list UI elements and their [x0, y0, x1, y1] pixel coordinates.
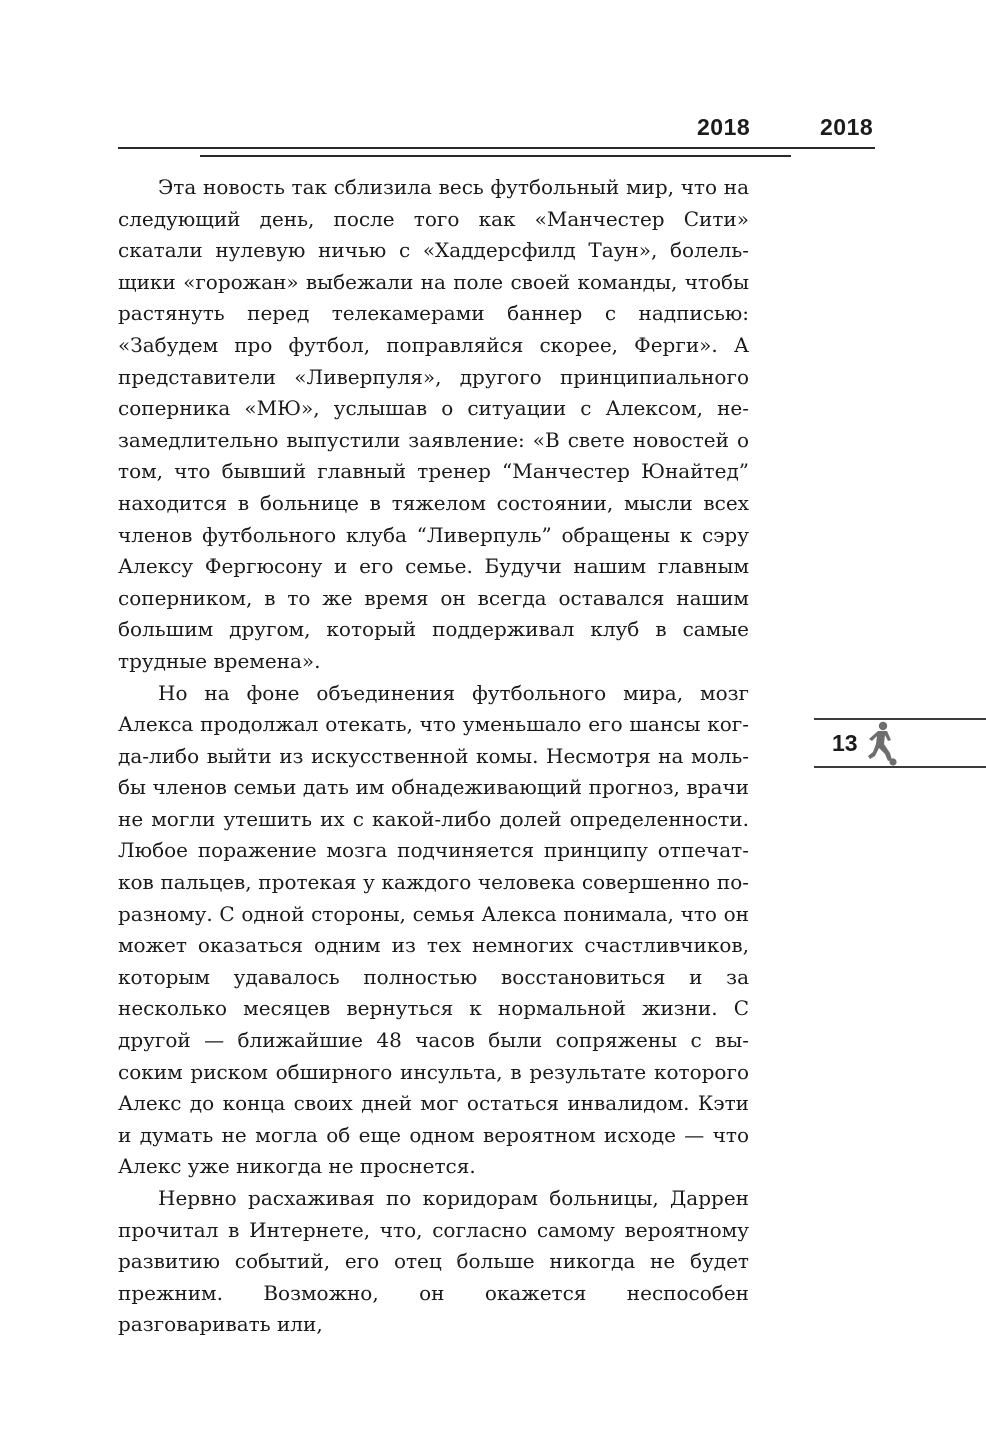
paragraph-2: Но на фоне объединения футбольного мира, мозг Алекса продолжал отекать, что уменьшало его шансы когда-либо выйти из искусственной комы. Несмотря на мольбы членов семьи дать им обнадеживающий прогноз, врачи не могли утешить их с какой-либо долей определенности. Любое поражение мозга подчиняется принципу отпечатков пальцев, протекая у каждого человека совершенно по-разному. С одной стороны, семья Алекса понимала, что он может оказаться одним из тех немногих счастливчиков, которым удавалось полностью восстановиться и за несколько месяцев вернуться к нормальной жизни. С другой — ближайшие 48 часов были сопряжены с высоким риском обширного инсульта, в результате которого Алекс до конца своих дней мог остаться инвалидом. Кэти и думать не могла об еще одном вероятном исходе — что Алекс уже никогда не проснется. [118, 680, 749, 1179]
body-text [118, 172, 749, 1341]
folio [814, 716, 986, 770]
folio-rule-bottom [814, 766, 986, 768]
paragraph-3: Нервно расхаживая по коридорам больницы, Даррен прочитал в Интернете, что, согласно самому вероятному развитию событий, его отец больше никогда не будет прежним. Возможно, он окажется неспособен разговаривать или, [118, 1186, 749, 1337]
header-rule-bottom [200, 155, 791, 157]
running-head-left: 2018 [697, 114, 751, 140]
folio-rule-top [814, 718, 986, 720]
footballer-icon [861, 720, 899, 766]
paragraph-1: Эта новость так сблизила весь футбольный мир, что на следующий день, после того как «Манчестер Сити» скатали нулевую ничью с «Хаддерсфилд Таун», болельщики «горожан» выбежали на поле своей команды, чтобы растянуть перед телекамерами баннер с надписью: «Забудем про футбол, поправляйся скорее, Ферги». А представители «Ливерпуля», другого принципиального соперника «МЮ», услышав о ситуации с Алексом, незамедлительно выпустили заявление: «В свете новостей о том, что бывший главный тренер “Манчестер Юнайтед” находится в больнице в тяжелом состоянии, мысли всех членов футбольного клуба “Ливерпуль” обращены к сэру Алексу Фергюсону и его семье. Будучи нашим главным соперником, в то же время он всегда оставался нашим большим другом, который поддерживал клуб в самые трудные времена». [118, 175, 749, 673]
running-head-right: 2018 [820, 114, 874, 140]
header-rule-top [118, 147, 875, 149]
page-number: 13 [832, 730, 858, 756]
